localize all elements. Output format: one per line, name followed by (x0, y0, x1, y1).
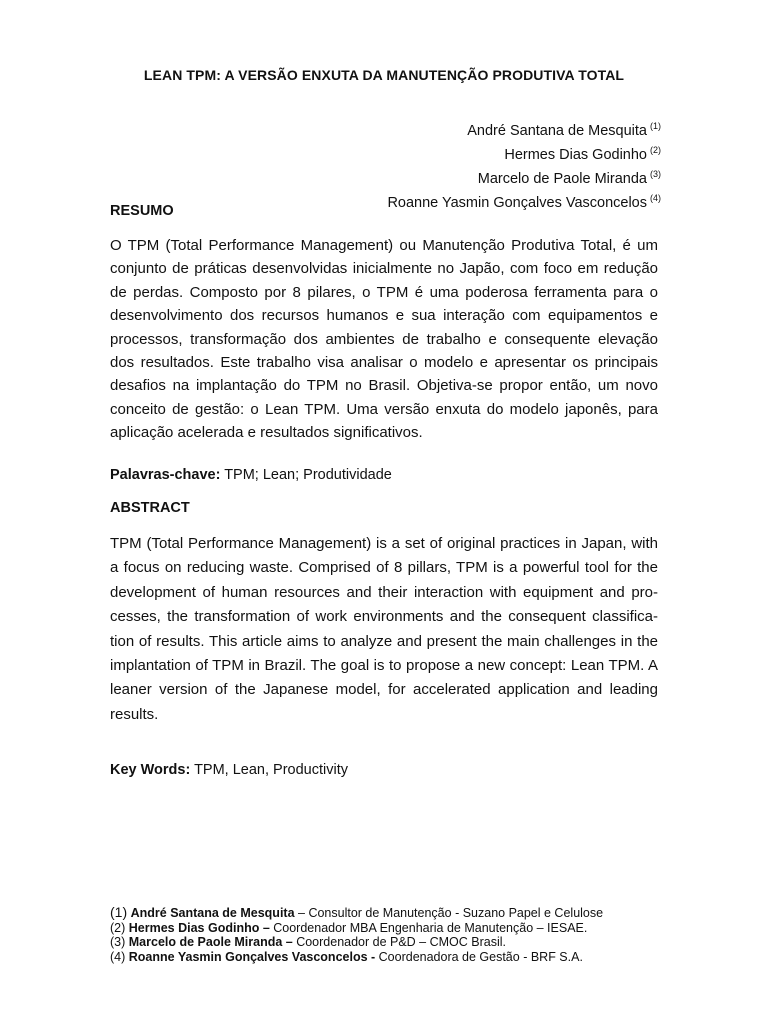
palavras-chave-label: Palavras-chave: (110, 467, 221, 483)
abstract-text: TPM (Total Performance Management) is a set of original practices in Japan, with a focus on reducing waste. Comprised of 8 pillars, TPM is a powerful tool for the development of human resources and their interaction with equipment and pro-cesses, the transformation of work environments and the consequent classifica-tion of results. This article aims to analyze and present the main challenges in the implantation of TPM in Brazil. The goal is to propose a new concept: Lean TPM. A leaner version of the Japanese model, for accelerated application and leading results. (110, 535, 658, 723)
footnote-name: Hermes Dias Godinho – (128, 920, 270, 935)
footnote-number: (2) (110, 920, 126, 935)
key-words-label: Key Words: (110, 762, 191, 778)
key-words-value: TPM, Lean, Productivity (190, 762, 348, 778)
footnote-number: (4) (110, 949, 126, 964)
footnote (110, 950, 603, 965)
resumo-heading: RESUMO (110, 203, 174, 219)
footnote-role: Coordenador MBA Engenharia de Manutenção – IESAE. (269, 920, 588, 935)
author-line (387, 165, 661, 189)
author-line (387, 141, 661, 165)
footnotes (110, 905, 603, 964)
palavras-chave (110, 467, 392, 483)
palavras-chave-value: TPM; Lean; Produtividade (220, 467, 392, 483)
footnote-name: André Santana de Mesquita (130, 906, 295, 920)
footnote-role: – Consultor de Manutenção - Suzano Papel e Celulose (294, 906, 604, 920)
footnote-name: Roanne Yasmin Gonçalves Vasconcelos - (128, 949, 376, 964)
footnote-number: (3) (110, 935, 126, 949)
author-name: André Santana de Mesquita (467, 123, 647, 139)
footnote (110, 905, 603, 921)
resumo-text: O TPM (Total Performance Management) ou Manutenção Produtiva Total, é um conjunto de práticas desenvolvidas inicialmente no Japão, com foco em redução de perdas. Composto por 8 pilares, o TPM é uma poderosa ferramenta para o desenvolvimento dos recursos humanos e sua interação com equipamentos e processos, transformação dos ambientes de trabalho e consequente elevação dos resultados. Este trabalho visa analisar o modelo e apresentar os principais desafios na implantação do TPM no Brasil. Objetiva-se propor então, um novo conceito de gestão: o Lean TPM. Uma versão enxuta do modelo japonês, para aplicação acelerada e resultados significativos. (110, 237, 658, 442)
author-line (387, 117, 661, 141)
author-mark: (2) (650, 145, 661, 155)
author-name: Roanne Yasmin Gonçalves Vasconcelos (387, 195, 647, 211)
key-words (110, 762, 348, 778)
paper-title: LEAN TPM: A VERSÃO ENXUTA DA MANUTENÇÃO PRODUTIVA TOTAL (143, 67, 625, 83)
footnote-number: (1) (110, 904, 128, 920)
author-mark: (4) (650, 193, 661, 203)
footnote (110, 921, 603, 936)
author-name: Hermes Dias Godinho (504, 147, 647, 163)
author-list (387, 117, 661, 213)
author-mark: (3) (650, 169, 661, 179)
abstract-heading: ABSTRACT (110, 500, 190, 516)
footnote-name: Marcelo de Paole Miranda – (128, 935, 293, 949)
author-mark: (1) (650, 121, 661, 131)
footnote (110, 935, 603, 950)
footnote-role: Coordenador de P&D – CMOC Brasil. (292, 935, 506, 949)
author-line (387, 189, 661, 213)
footnote-role: Coordenadora de Gestão - BRF S.A. (375, 949, 583, 964)
author-name: Marcelo de Paole Miranda (477, 171, 647, 187)
